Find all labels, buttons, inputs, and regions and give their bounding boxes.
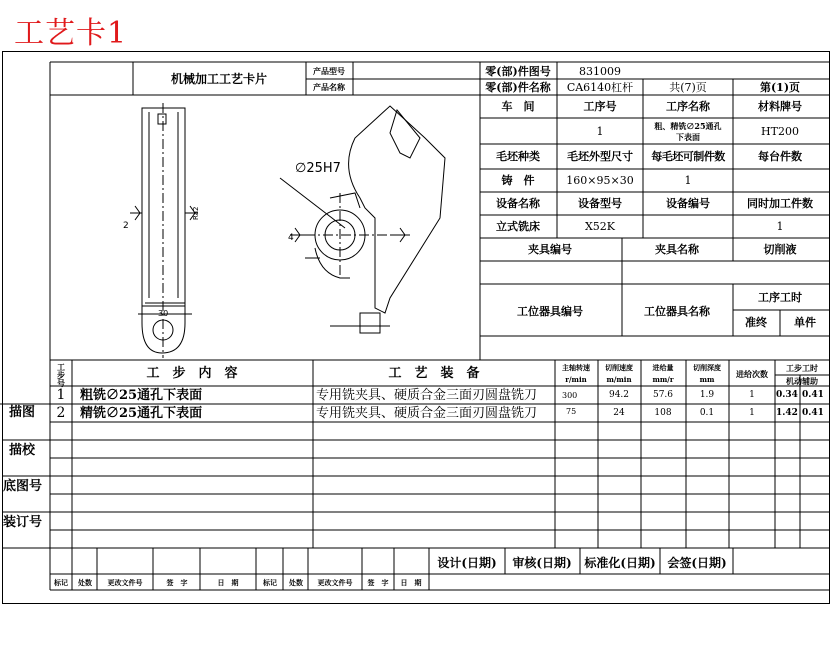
roughness-mark: Ra2: [192, 206, 200, 220]
cut-speed-unit: m/min: [606, 375, 632, 384]
equipment-no-label: 设备编号: [666, 197, 710, 210]
step-1-content: 粗铣∅25通孔下表面: [80, 388, 203, 403]
footer-col-sign-1: 签 字: [166, 578, 188, 587]
material-value: HT200: [761, 125, 799, 138]
simultaneous-value: 1: [776, 220, 784, 233]
depth-unit: mm: [699, 375, 715, 384]
step-1-passes: 1: [749, 390, 755, 400]
dim-25h7: ∅25H7: [295, 161, 341, 176]
parts-per-unit-label: 每台件数: [758, 150, 802, 163]
step-1-speed: 300: [562, 391, 578, 400]
side-label-binding-no: 装订号: [3, 515, 43, 530]
parts-per-blank-value: 1: [684, 174, 692, 187]
footer-col-doc-1: 更改文件号: [107, 578, 143, 587]
callout-2: 2: [123, 221, 129, 231]
unit-time-label: 单件: [794, 316, 816, 329]
blank-size-label: 毛坯外型尺寸: [567, 150, 633, 163]
side-label-drawn: 描图: [9, 405, 36, 420]
station-tool-no-label: 工位器具编号: [517, 305, 583, 318]
side-label-base-no: 底图号: [3, 479, 43, 494]
footer-col-date-1: 日 期: [217, 578, 239, 587]
footer-standard: 标准化(日期): [584, 556, 656, 570]
hours-label: 工步工时: [786, 363, 818, 373]
footer-col-mark-1: 标记: [54, 578, 68, 587]
step-equipment-label: 工 艺 装 备: [388, 366, 480, 381]
part-drawing-no-label: 零(部)件图号: [485, 65, 551, 78]
spindle-speed-unit: r/min: [565, 375, 587, 384]
footer-design: 设计(日期): [437, 556, 497, 570]
fixture-no-label: 夹具编号: [528, 243, 572, 256]
footer-col-sign-2: 签 字: [367, 578, 389, 587]
step-2-speed: 75: [566, 407, 577, 416]
op-time-label: 工序工时: [758, 291, 802, 304]
op-no-value: 1: [596, 125, 604, 138]
lever-front-outline: [349, 106, 445, 313]
equipment-name-value: 立式铣床: [496, 220, 540, 233]
part-drawing-no-value: 831009: [579, 65, 621, 78]
op-no-label: 工序号: [583, 100, 617, 113]
equipment-model-label: 设备型号: [578, 197, 622, 210]
dim-30: 30: [158, 309, 169, 318]
total-pages: 共(7)页: [669, 81, 707, 94]
fixture-name-label: 夹具名称: [655, 243, 699, 256]
step-1-cut-speed: 94.2: [608, 390, 630, 400]
step-1-aux-time: 0.41: [802, 390, 824, 400]
equipment-model-value: X52K: [584, 220, 616, 233]
step-1-machine-time: 0.34: [776, 390, 798, 400]
footer-col-mark-2: 标记: [263, 578, 277, 587]
card-name: 机械加工工艺卡片: [170, 72, 268, 86]
feed-label: 进给量: [652, 363, 674, 372]
side-label-checked: 描校: [9, 443, 36, 458]
material-label: 材料牌号: [758, 100, 802, 113]
step-2-machine-time: 1.42: [776, 408, 798, 418]
footer-review: 审核(日期): [512, 556, 572, 570]
step-2-feed: 108: [654, 408, 672, 418]
spindle-speed-label: 主轴转速: [562, 363, 590, 372]
coolant-label: 切削液: [763, 243, 797, 256]
part-name-value: CA6140杠杆: [566, 81, 634, 94]
hours-sub-label: 机动辅助: [786, 376, 818, 386]
cut-speed-label: 切削速度: [605, 363, 633, 372]
step-1-feed: 57.6: [652, 390, 674, 400]
page-title: 工艺卡1: [14, 16, 128, 51]
product-model-label: 产品型号: [313, 66, 345, 76]
step-2-equipment: 专用铣夹具、硬质合金三面刃圆盘铣刀: [316, 406, 538, 421]
equipment-name-label: 设备名称: [496, 197, 540, 210]
footer-col-count-2: 处数: [289, 578, 303, 587]
feed-unit: mm/r: [652, 375, 674, 384]
step-2-cut-speed: 24: [613, 408, 625, 418]
depth-label: 切削深度: [693, 363, 721, 372]
op-name-value-1: 粗、精铣∅25通孔: [654, 121, 722, 131]
callout-4: 4: [288, 233, 294, 243]
workshop-label: 车 间: [501, 100, 535, 113]
step-1-depth: 1.9: [699, 390, 715, 400]
page-no: 第(1)页: [759, 81, 801, 94]
product-name-label: 产品名称: [313, 82, 345, 92]
op-name-value-2: 下表面: [676, 132, 700, 142]
prep-end-label: 准终: [745, 316, 767, 329]
parts-per-blank-label: 每毛坯可制件数: [651, 150, 725, 163]
footer-countersign: 会签(日期): [667, 556, 727, 570]
step-1-no: 1: [56, 387, 66, 403]
blank-type-value: 铸 件: [501, 174, 535, 187]
blank-type-label: 毛坯种类: [496, 150, 540, 163]
station-tool-name-label: 工位器具名称: [644, 305, 710, 318]
simultaneous-label: 同时加工件数: [747, 197, 813, 210]
step-2-passes: 1: [749, 408, 755, 418]
footer-col-date-2: 日 期: [400, 578, 422, 587]
op-name-label: 工序名称: [666, 100, 710, 113]
part-name-label: 零(部)件名称: [485, 81, 551, 94]
step-2-aux-time: 0.41: [802, 408, 824, 418]
step-1-equipment: 专用铣夹具、硬质合金三面刃圆盘铣刀: [316, 388, 538, 403]
passes-label: 进给次数: [736, 369, 768, 379]
part-drawing: [90, 98, 480, 360]
step-content-label: 工 步 内 容: [146, 366, 238, 381]
blank-size-value: 160×95×30: [566, 174, 634, 187]
step-2-no: 2: [56, 405, 66, 421]
footer-col-doc-2: 更改文件号: [317, 578, 353, 587]
step-2-depth: 0.1: [699, 408, 715, 418]
step-2-content: 精铣∅25通孔下表面: [80, 406, 203, 421]
step-no-label: 工步号: [57, 362, 65, 388]
footer-col-count-1: 处数: [78, 578, 92, 587]
